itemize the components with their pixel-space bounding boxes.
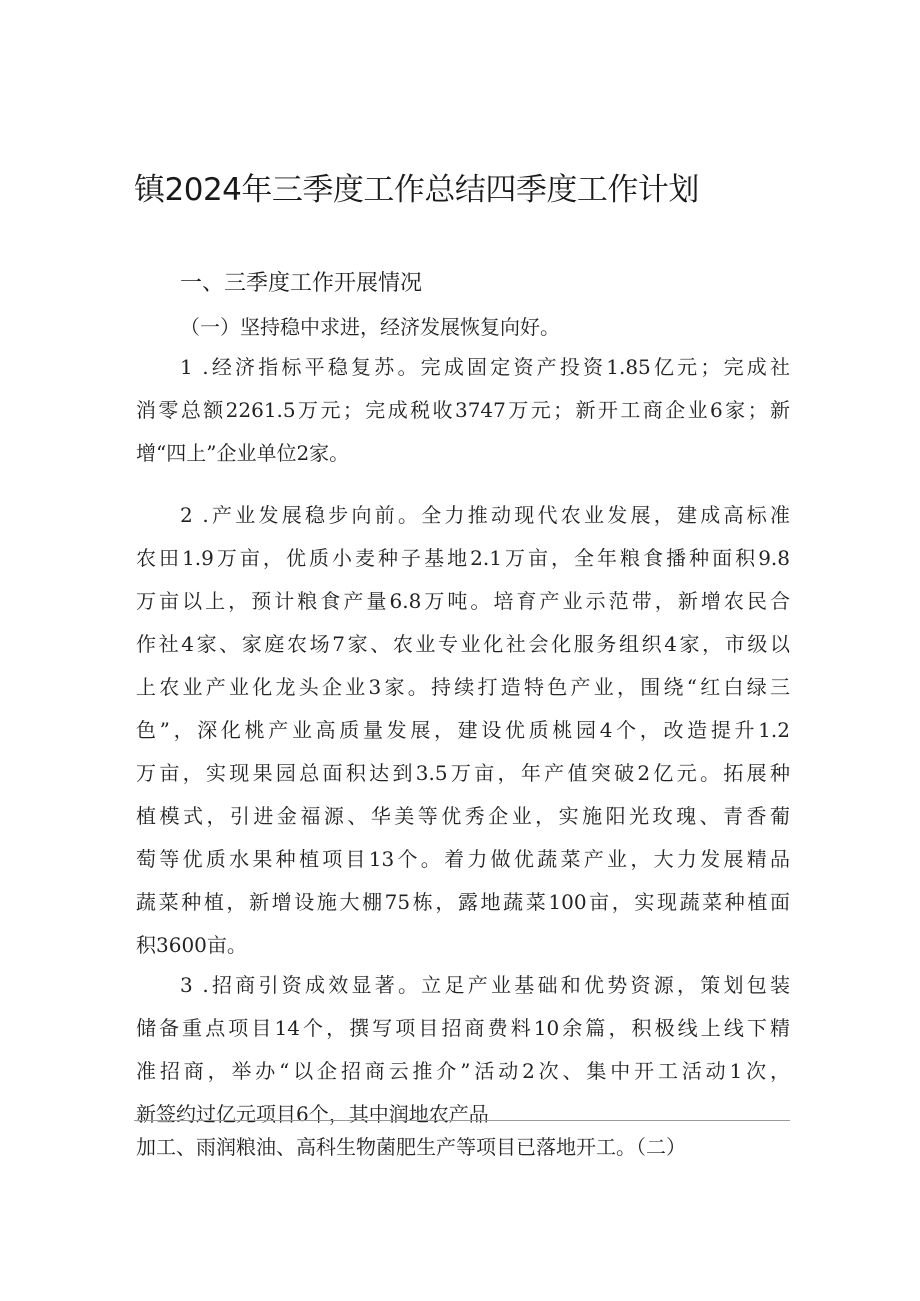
paragraph-line: 萄等优质水果种植项目13个。着力做优蔬菜产业，大力发展精品 bbox=[136, 847, 790, 871]
paragraph-line: 植模式，引进金福源、华美等优秀企业，实施阳光玫瑰、青香葡 bbox=[136, 804, 790, 828]
paragraph-economic-indicators bbox=[136, 346, 790, 475]
paragraph-industry-development bbox=[136, 494, 790, 967]
paragraph-line: 作社4家、家庭农场7家、农业专业化社会化服务组织4家，市级以 bbox=[136, 632, 790, 656]
paragraph-line: 2 .产业发展稳步向前。全力推动现代农业发展，建成高标准 bbox=[180, 503, 790, 527]
paragraph-line: 新签约过亿元项目6个，其中润地农产品 bbox=[136, 1102, 489, 1126]
section-heading: 一、三季度工作开展情况 bbox=[180, 271, 423, 296]
paragraph-line: 积3600亩。 bbox=[136, 933, 247, 957]
subsection-heading: （一）坚持稳中求进，经济发展恢复向好。 bbox=[180, 315, 560, 339]
paragraph-investment-promotion bbox=[136, 964, 790, 1136]
paragraph-line: 3 .招商引资成效显著。立足产业基础和优势资源，策划包装 bbox=[180, 973, 790, 997]
paragraph-line: 准招商，举办“以企招商云推介”活动2次、集中开工活动1次， bbox=[136, 1059, 790, 1083]
paragraph-line: 万亩以上，预计粮食产量6.8万吨。培育产业示范带，新增农民合 bbox=[136, 589, 790, 613]
paragraph-line: 万亩，实现果园总面积达到3.5万亩，年产值突破2亿元。拓展种 bbox=[136, 761, 790, 785]
page-break-divider bbox=[134, 1120, 790, 1121]
paragraph-line: 农田1.9万亩，优质小麦种子基地2.1万亩，全年粮食播种面积9.8 bbox=[136, 546, 790, 570]
paragraph-line: 上农业产业化龙头企业3家。持续打造特色产业，围绕“红白绿三 bbox=[136, 675, 790, 699]
paragraph-line: 储备重点项目14个，撰写项目招商费料10余篇，积极线上线下精 bbox=[136, 1016, 790, 1040]
continuation-line: 加工、雨润粮油、高科生物菌肥生产等项目已落地开工。（二） bbox=[136, 1135, 686, 1159]
paragraph-line: 蔬菜种植，新增设施大棚75栋，露地蔬菜100亩，实现蔬菜种植面 bbox=[136, 890, 790, 914]
paragraph-line: 消零总额2261.5万元；完成税收3747万元；新开工商企业6家；新 bbox=[136, 398, 790, 422]
paragraph-line: 色”，深化桃产业高质量发展，建设优质桃园4个，改造提升1.2 bbox=[136, 718, 790, 742]
paragraph-line: 1 .经济指标平稳复苏。完成固定资产投资1.85亿元；完成社 bbox=[180, 355, 790, 379]
document-title: 镇2024年三季度工作总结四季度工作计划 bbox=[134, 172, 699, 208]
paragraph-line: 增“四上”企业单位2家。 bbox=[136, 441, 350, 465]
